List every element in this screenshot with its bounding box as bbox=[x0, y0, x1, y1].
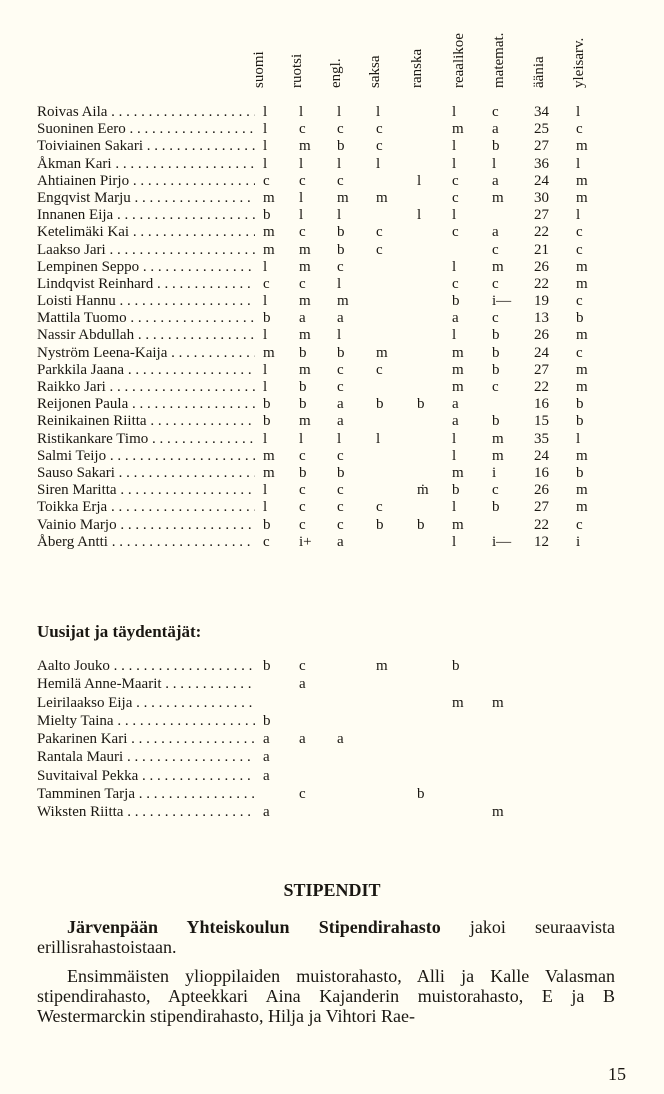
grade-cell: c bbox=[337, 258, 344, 275]
stipendit-heading: STIPENDIT bbox=[283, 880, 381, 900]
grade-cell: a bbox=[337, 533, 344, 550]
student-name: Loisti Hannu . . . bbox=[37, 293, 255, 310]
grade-cell: b bbox=[263, 516, 271, 533]
grade-cell: m bbox=[576, 327, 588, 344]
grade-cell: m bbox=[492, 804, 504, 821]
student-name: Laakso Jari . . . bbox=[37, 242, 255, 259]
grade-cell: b bbox=[492, 413, 500, 430]
student-name: Ahtiainen Pirjo . . . bbox=[37, 173, 255, 190]
grade-cell: b bbox=[452, 482, 460, 499]
grade-cell: a bbox=[337, 731, 344, 748]
grade-cell: l bbox=[299, 155, 304, 172]
grade-cell: i bbox=[576, 533, 581, 550]
grade-cell: l bbox=[376, 104, 381, 120]
grade-cell: l bbox=[492, 155, 497, 172]
grade-cell: a bbox=[299, 676, 306, 693]
column-header-aania: äänia bbox=[531, 56, 547, 88]
grade-cell: c bbox=[299, 447, 306, 464]
grade-cell: l bbox=[263, 327, 268, 344]
grade-cell: l bbox=[452, 430, 457, 447]
grade-cell: c bbox=[299, 482, 306, 499]
grade-cell: 22 bbox=[534, 516, 549, 533]
student-name: Ristikankare Timo . . . bbox=[37, 431, 255, 448]
grade-cell: l bbox=[452, 327, 457, 344]
grade-cell: l bbox=[337, 275, 342, 292]
grade-cell: b bbox=[492, 138, 500, 155]
grade-cell: b bbox=[337, 344, 345, 361]
student-name: Salmi Teijo . . . bbox=[37, 448, 255, 465]
student-name: Mielty Taina . . . bbox=[37, 712, 255, 730]
grade-cell: b bbox=[299, 344, 307, 361]
grade-cell: 36 bbox=[534, 155, 549, 172]
grade-cell: a bbox=[492, 172, 499, 189]
grade-cell: m bbox=[452, 379, 464, 395]
student-name: Toiviainen Sakari . . . bbox=[37, 138, 255, 155]
grade-cell: m bbox=[299, 293, 311, 310]
grade-cell: a bbox=[337, 413, 344, 430]
grade-cell: 24 bbox=[534, 172, 549, 189]
grade-cell: 24 bbox=[534, 447, 549, 464]
grade-cell: b bbox=[337, 464, 345, 481]
grade-cell: l bbox=[337, 327, 342, 344]
grade-cell: 27 bbox=[534, 361, 549, 378]
grade-cell: 35 bbox=[534, 430, 549, 447]
grade-cell: c bbox=[376, 499, 383, 516]
grade-cell: m bbox=[452, 344, 464, 361]
grade-cell: 21 bbox=[534, 241, 549, 258]
grade-cell: 22 bbox=[534, 275, 549, 292]
grade-cell: c bbox=[576, 344, 583, 361]
grade-cell: b bbox=[263, 396, 271, 413]
grade-cell: m bbox=[337, 293, 349, 310]
stipendit-paragraph-1 bbox=[37, 917, 615, 957]
grade-cell: a bbox=[452, 413, 459, 430]
paragraph-text: Ensimmäisten ylioppilaiden muistorahasto, Alli ja Kalle Valasman stipendirahasto, Apteekkari Aina Kajanderin muistorahasto, E ja B Westermarckin stipendirahasto, Hilja ja Vihtori Rae- bbox=[37, 966, 615, 1026]
grade-cell: c bbox=[299, 786, 306, 803]
student-name: Wiksten Riitta . . . bbox=[37, 803, 255, 821]
grade-cell: b bbox=[263, 712, 271, 729]
grade-cell: l bbox=[452, 138, 457, 155]
column-header-saksa: saksa bbox=[367, 55, 383, 88]
grade-cell: l bbox=[263, 138, 268, 155]
grade-cell: c bbox=[452, 189, 459, 206]
student-name: Hemilä Anne-Maarit . . . bbox=[37, 675, 255, 693]
grade-cell: l bbox=[263, 104, 268, 120]
grade-cell: l bbox=[263, 293, 268, 310]
grade-cell: b bbox=[337, 224, 345, 241]
student-name: Pakarinen Kari . . . bbox=[37, 730, 255, 748]
grade-cell: m bbox=[299, 361, 311, 378]
grade-cell: l bbox=[576, 430, 581, 447]
stipendit-paragraph-2 bbox=[37, 966, 615, 1026]
grade-cell: a bbox=[299, 731, 306, 748]
grade-cell: 26 bbox=[534, 482, 549, 499]
grade-cell: c bbox=[452, 172, 459, 189]
grade-cell: m bbox=[299, 327, 311, 344]
student-name: Tamminen Tarja . . . bbox=[37, 785, 255, 803]
grade-cell: l bbox=[417, 207, 422, 224]
grade-cell: c bbox=[299, 121, 306, 138]
student-name: Roivas Aila . . . bbox=[37, 104, 255, 121]
grade-cell: l bbox=[452, 533, 457, 550]
grade-cell: c bbox=[263, 275, 270, 292]
grade-cell: a bbox=[337, 310, 344, 327]
grade-cell: 16 bbox=[534, 396, 549, 413]
grade-cell: 24 bbox=[534, 344, 549, 361]
grade-cell: c bbox=[576, 224, 583, 241]
grade-cell: c bbox=[376, 361, 383, 378]
grade-cell: i+ bbox=[299, 533, 312, 550]
column-header-engl: engl. bbox=[328, 58, 344, 88]
grade-cell: i bbox=[492, 464, 497, 481]
grade-cell: b bbox=[576, 413, 584, 430]
grade-cell: b bbox=[337, 241, 345, 258]
grade-cell: l bbox=[299, 104, 304, 120]
grade-cell: 22 bbox=[534, 379, 549, 395]
grade-cell: c bbox=[337, 482, 344, 499]
grade-cell: m bbox=[263, 464, 275, 481]
grade-cell: m bbox=[492, 430, 504, 447]
grade-cell: b bbox=[263, 658, 271, 674]
grade-cell: m bbox=[452, 121, 464, 138]
grade-cell: l bbox=[452, 207, 457, 224]
grade-cell: b bbox=[417, 396, 425, 413]
grade-cell: l bbox=[337, 155, 342, 172]
grade-cell: a bbox=[337, 396, 344, 413]
grade-cell: b bbox=[417, 786, 425, 803]
grade-cell: c bbox=[376, 224, 383, 241]
grade-cell: l bbox=[263, 499, 268, 516]
grade-cell: b bbox=[576, 396, 584, 413]
grade-cell: c bbox=[299, 516, 306, 533]
grade-cell: l bbox=[299, 207, 304, 224]
grade-cell: l bbox=[263, 361, 268, 378]
grade-cell: c bbox=[299, 658, 306, 674]
grade-cell: b bbox=[376, 516, 384, 533]
grade-cell: m bbox=[299, 138, 311, 155]
student-name: Reinikainen Riitta . . . bbox=[37, 413, 255, 430]
grade-cell: c bbox=[576, 121, 583, 138]
grade-cell: b bbox=[263, 310, 271, 327]
grade-cell: 13 bbox=[534, 310, 549, 327]
grade-cell: m bbox=[299, 413, 311, 430]
grade-cell: 26 bbox=[534, 258, 549, 275]
grade-cell: m bbox=[576, 189, 588, 206]
grade-cell: l bbox=[263, 430, 268, 447]
grade-cell: b bbox=[492, 327, 500, 344]
grade-cell: c bbox=[492, 104, 499, 120]
grade-cell: c bbox=[576, 516, 583, 533]
grade-cell: c bbox=[492, 241, 499, 258]
student-name: Åkman Kari . . . bbox=[37, 156, 255, 173]
grade-cell: m bbox=[576, 499, 588, 516]
grade-cell: m bbox=[376, 344, 388, 361]
grade-cell: c bbox=[576, 293, 583, 310]
grade-cell: c bbox=[299, 275, 306, 292]
grade-cell: b bbox=[417, 516, 425, 533]
grade-cell: ṁ bbox=[417, 482, 429, 499]
grade-cell: m bbox=[576, 482, 588, 499]
grade-cell: c bbox=[452, 224, 459, 241]
student-name: Mattila Tuomo . . . bbox=[37, 310, 255, 327]
grade-cell: l bbox=[452, 104, 457, 120]
grade-cell: c bbox=[337, 172, 344, 189]
grade-cell: 25 bbox=[534, 121, 549, 138]
grade-cell: a bbox=[452, 310, 459, 327]
grade-cell: a bbox=[263, 767, 270, 784]
grade-cell: c bbox=[452, 275, 459, 292]
grade-cell: m bbox=[576, 379, 588, 395]
grade-cell: c bbox=[337, 447, 344, 464]
grade-cell: l bbox=[263, 482, 268, 499]
grade-cell: m bbox=[263, 447, 275, 464]
grade-cell: l bbox=[299, 189, 304, 206]
grade-cell: c bbox=[299, 172, 306, 189]
grade-cell: c bbox=[337, 379, 344, 395]
grade-cell: b bbox=[299, 379, 307, 395]
grade-cell: m bbox=[452, 516, 464, 533]
student-name: Rantala Mauri . . . bbox=[37, 748, 255, 766]
grade-cell: c bbox=[337, 361, 344, 378]
grade-cell: l bbox=[452, 155, 457, 172]
grade-cell: b bbox=[263, 207, 271, 224]
student-name: Toikka Erja . . . bbox=[37, 499, 255, 516]
grade-cell: a bbox=[492, 121, 499, 138]
grade-cell: 27 bbox=[534, 207, 549, 224]
grade-cell: l bbox=[263, 121, 268, 138]
grade-cell: l bbox=[452, 258, 457, 275]
grade-cell: l bbox=[452, 447, 457, 464]
grade-cell: c bbox=[337, 516, 344, 533]
student-name: Nassir Abdullah . . . bbox=[37, 327, 255, 344]
column-header-ranska: ranska bbox=[409, 48, 425, 88]
grade-cell: b bbox=[452, 658, 460, 674]
grade-cell: m bbox=[263, 344, 275, 361]
grade-cell: c bbox=[376, 138, 383, 155]
column-header-ruotsi: ruotsi bbox=[289, 53, 305, 88]
grade-cell: c bbox=[576, 241, 583, 258]
grade-cell: c bbox=[492, 310, 499, 327]
grade-cell: m bbox=[492, 258, 504, 275]
student-name: Parkkila Jaana . . . bbox=[37, 362, 255, 379]
grade-cell: b bbox=[299, 464, 307, 481]
grade-cell: m bbox=[576, 447, 588, 464]
grade-cell: b bbox=[376, 396, 384, 413]
student-name: Reijonen Paula . . . bbox=[37, 396, 255, 413]
grade-cell: c bbox=[376, 121, 383, 138]
grade-cell: l bbox=[263, 258, 268, 275]
grade-cell: c bbox=[492, 275, 499, 292]
grade-cell: 16 bbox=[534, 464, 549, 481]
grade-cell: c bbox=[263, 533, 270, 550]
student-name: Nyström Leena-Kaija . . . bbox=[37, 345, 255, 362]
grade-cell: a bbox=[263, 804, 270, 821]
page-number: 15 bbox=[608, 1064, 626, 1084]
student-name: Vainio Marjo . . . bbox=[37, 517, 255, 534]
grade-cell: c bbox=[337, 121, 344, 138]
student-name: Aalto Jouko . . . bbox=[37, 657, 255, 675]
grade-cell: a bbox=[299, 310, 306, 327]
grade-cell: l bbox=[576, 155, 581, 172]
grade-cell: m bbox=[376, 658, 388, 674]
grade-cell: m bbox=[452, 361, 464, 378]
grade-cell: m bbox=[576, 275, 588, 292]
student-name: Leirilaakso Eija . . . bbox=[37, 694, 255, 712]
grade-cell: c bbox=[376, 241, 383, 258]
grade-cell: l bbox=[576, 104, 581, 120]
student-name: Lempinen Seppo . . . bbox=[37, 259, 255, 276]
grade-cell: m bbox=[576, 138, 588, 155]
student-name: Åberg Antti . . . bbox=[37, 534, 255, 551]
student-name: Sauso Sakari . . . bbox=[37, 465, 255, 482]
grade-cell: m bbox=[452, 694, 464, 711]
grade-cell: l bbox=[337, 430, 342, 447]
grade-cell: m bbox=[299, 258, 311, 275]
grade-cell: a bbox=[263, 731, 270, 748]
grade-cell: b bbox=[337, 138, 345, 155]
grade-cell: b bbox=[492, 344, 500, 361]
grade-cell: m bbox=[337, 189, 349, 206]
grade-cell: i— bbox=[492, 293, 512, 310]
grade-cell: l bbox=[263, 379, 268, 395]
student-name: Suoninen Eero . . . bbox=[37, 121, 255, 138]
grade-cell: b bbox=[576, 310, 584, 327]
grade-cell: c bbox=[299, 224, 306, 241]
grade-cell: a bbox=[452, 396, 459, 413]
grade-cell: l bbox=[337, 207, 342, 224]
student-name: Engqvist Marju . . . bbox=[37, 190, 255, 207]
student-name: Lindqvist Reinhard . . . bbox=[37, 276, 255, 293]
grade-cell: i— bbox=[492, 533, 512, 550]
grade-cell: m bbox=[263, 224, 275, 241]
column-header-reaalikoe: reaalikoe bbox=[451, 33, 467, 88]
grade-cell: c bbox=[492, 482, 499, 499]
grade-cell: l bbox=[452, 499, 457, 516]
grade-cell: l bbox=[337, 104, 342, 120]
grade-cell: c bbox=[492, 379, 499, 395]
grade-cell: 12 bbox=[534, 533, 549, 550]
fund-name: Järvenpään Yhteiskoulun Stipendirahasto bbox=[67, 917, 441, 937]
grade-cell: m bbox=[263, 241, 275, 258]
grade-cell: l bbox=[299, 430, 304, 447]
grade-cell: m bbox=[263, 189, 275, 206]
student-name: Raikko Jari . . . bbox=[37, 379, 255, 396]
grade-cell: l bbox=[376, 430, 381, 447]
grade-cell: m bbox=[576, 361, 588, 378]
column-header-matemat: matemat. bbox=[491, 32, 507, 88]
paragraph-text: jakoi seuraavista erillisrahastoistaan. bbox=[37, 917, 615, 957]
student-name: Siren Maritta . . . bbox=[37, 482, 255, 499]
grade-cell: c bbox=[263, 172, 270, 189]
grade-cell: m bbox=[576, 258, 588, 275]
grade-cell: 15 bbox=[534, 413, 549, 430]
column-header-suomi: suomi bbox=[251, 51, 267, 88]
grade-cell: b bbox=[299, 396, 307, 413]
grade-cell: 19 bbox=[534, 293, 549, 310]
grade-cell: b bbox=[492, 499, 500, 516]
student-name: Ketelimäki Kai . . . bbox=[37, 224, 255, 241]
grade-cell: b bbox=[576, 464, 584, 481]
grade-cell: 30 bbox=[534, 189, 549, 206]
grade-cell: 27 bbox=[534, 499, 549, 516]
grade-cell: m bbox=[492, 189, 504, 206]
grade-cell: c bbox=[337, 499, 344, 516]
grade-cell: 34 bbox=[534, 104, 549, 120]
grade-cell: b bbox=[452, 293, 460, 310]
grade-cell: 22 bbox=[534, 224, 549, 241]
grade-cell: m bbox=[452, 464, 464, 481]
grade-cell: m bbox=[492, 694, 504, 711]
grade-cell: a bbox=[263, 749, 270, 766]
student-name: Suvitaival Pekka . . . bbox=[37, 767, 255, 785]
grade-cell: m bbox=[376, 189, 388, 206]
student-name: Innanen Eija . . . bbox=[37, 207, 255, 224]
grade-cell: m bbox=[299, 241, 311, 258]
column-headers bbox=[0, 0, 664, 100]
grade-cell: 27 bbox=[534, 138, 549, 155]
grade-cell: l bbox=[263, 155, 268, 172]
grade-cell: l bbox=[576, 207, 581, 224]
grade-cell: m bbox=[492, 447, 504, 464]
grade-cell: m bbox=[576, 172, 588, 189]
column-header-yleisarv: yleisarv. bbox=[571, 37, 587, 88]
grade-cell: l bbox=[417, 172, 422, 189]
supplementary-title: Uusijat ja täydentäjät: bbox=[37, 622, 202, 641]
grade-cell: b bbox=[263, 413, 271, 430]
grade-cell: b bbox=[492, 361, 500, 378]
grade-cell: 26 bbox=[534, 327, 549, 344]
grade-cell: a bbox=[492, 224, 499, 241]
grade-cell: l bbox=[376, 155, 381, 172]
grade-cell: c bbox=[299, 499, 306, 516]
